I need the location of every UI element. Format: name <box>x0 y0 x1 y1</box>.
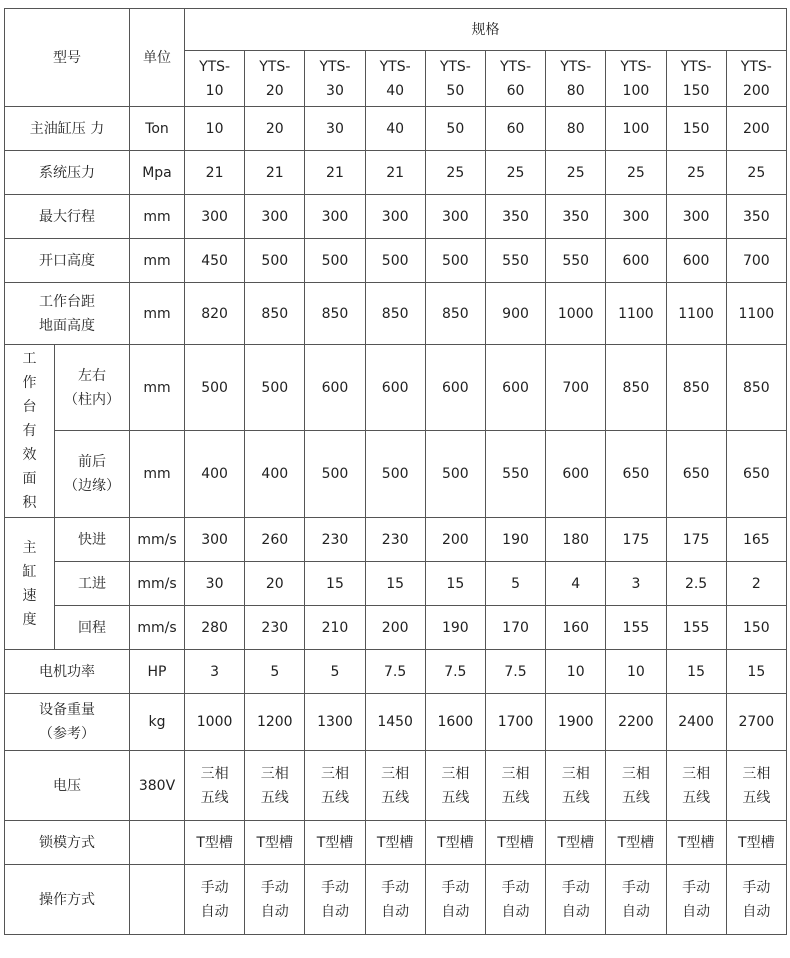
value-cell <box>606 865 666 935</box>
model-cell-line: 10 <box>205 82 224 99</box>
row-table_height <box>5 283 787 345</box>
unit-cell: 380V <box>130 751 185 821</box>
group-label-speed-line: 缸 <box>22 563 37 580</box>
row-label: 最大行程 <box>5 195 130 239</box>
value-cell-line: 自动 <box>260 903 289 920</box>
row-label: 回程 <box>55 606 130 650</box>
value-cell: 200 <box>425 518 485 562</box>
value-cell: 20 <box>245 107 305 151</box>
value-cell: 300 <box>365 195 425 239</box>
value-cell: 7.5 <box>425 650 485 694</box>
model-cell <box>726 51 786 107</box>
value-cell <box>666 865 726 935</box>
unit-cell: mm <box>130 195 185 239</box>
value-cell: 160 <box>546 606 606 650</box>
value-cell: 100 <box>606 107 666 151</box>
group-label-table-area-line: 效 <box>22 447 37 463</box>
value-cell: 500 <box>365 239 425 283</box>
value-cell-line: 三相 <box>501 765 530 782</box>
group-label-table-area <box>5 345 55 518</box>
row-label: 锁模方式 <box>5 821 130 865</box>
model-cell-line: 60 <box>506 82 525 99</box>
row-label: 开口高度 <box>5 239 130 283</box>
value-cell: 10 <box>185 107 245 151</box>
value-cell: 21 <box>185 151 245 195</box>
value-cell: 30 <box>305 107 365 151</box>
value-cell: 300 <box>185 195 245 239</box>
unit-cell: mm/s <box>130 518 185 562</box>
value-cell: 600 <box>365 345 425 431</box>
row-label-line: 前后 <box>78 454 106 470</box>
model-header: 型号 <box>5 9 130 107</box>
value-cell: 850 <box>666 345 726 431</box>
row-label-line: 地面高度 <box>39 317 95 334</box>
value-cell-line: 五线 <box>682 789 711 806</box>
model-cell <box>485 51 545 107</box>
value-cell: 230 <box>305 518 365 562</box>
value-cell: T型槽 <box>726 821 786 865</box>
row-label-line: （参考） <box>39 726 95 742</box>
value-cell: T型槽 <box>606 821 666 865</box>
model-cell-line: 40 <box>386 82 405 99</box>
row-label: 系统压力 <box>5 151 130 195</box>
row-label-line: 工作台距 <box>39 293 95 310</box>
value-cell-line: 三相 <box>742 765 771 782</box>
value-cell: 150 <box>726 606 786 650</box>
model-cell <box>305 51 365 107</box>
value-cell: 175 <box>666 518 726 562</box>
unit-cell: HP <box>130 650 185 694</box>
model-cell-line: 150 <box>682 82 710 99</box>
value-cell: 21 <box>245 151 305 195</box>
unit-cell: mm <box>130 431 185 518</box>
value-cell: 850 <box>606 345 666 431</box>
value-cell: 650 <box>666 431 726 518</box>
unit-cell: Ton <box>130 107 185 151</box>
value-cell <box>245 751 305 821</box>
row-label: 电压 <box>5 751 130 821</box>
value-cell: 1100 <box>726 283 786 345</box>
value-cell <box>425 751 485 821</box>
row-label <box>55 431 130 518</box>
unit-header: 单位 <box>130 9 185 107</box>
model-cell-line: 50 <box>446 82 465 99</box>
unit-cell: mm <box>130 283 185 345</box>
value-cell: 350 <box>485 195 545 239</box>
value-cell <box>546 865 606 935</box>
value-cell <box>365 751 425 821</box>
value-cell-line: 自动 <box>501 903 530 920</box>
value-cell: 1700 <box>485 694 545 751</box>
value-cell: 500 <box>245 345 305 431</box>
value-cell: 200 <box>365 606 425 650</box>
value-cell: T型槽 <box>485 821 545 865</box>
model-cell-line: YTS- <box>439 58 471 75</box>
value-cell-line: 手动 <box>621 879 650 896</box>
value-cell: 190 <box>485 518 545 562</box>
model-cell-line: 80 <box>566 82 585 99</box>
value-cell: 4 <box>546 562 606 606</box>
row-lock <box>5 821 787 865</box>
value-cell: T型槽 <box>546 821 606 865</box>
value-cell: T型槽 <box>425 821 485 865</box>
value-cell-line: 三相 <box>682 765 711 782</box>
value-cell: 2.5 <box>666 562 726 606</box>
value-cell-line: 自动 <box>682 903 711 920</box>
value-cell: 190 <box>425 606 485 650</box>
value-cell: 600 <box>305 345 365 431</box>
row-pressure <box>5 107 787 151</box>
value-cell: 21 <box>305 151 365 195</box>
value-cell: 500 <box>305 239 365 283</box>
group-label-table-area-line: 工 <box>22 351 37 367</box>
value-cell-line: 手动 <box>381 879 410 896</box>
value-cell: 850 <box>425 283 485 345</box>
value-cell: 2700 <box>726 694 786 751</box>
value-cell: 500 <box>425 239 485 283</box>
value-cell <box>245 865 305 935</box>
value-cell-line: 自动 <box>381 903 410 920</box>
value-cell: 600 <box>425 345 485 431</box>
value-cell: 400 <box>185 431 245 518</box>
row-speed-work <box>5 562 787 606</box>
value-cell: 300 <box>425 195 485 239</box>
model-cell <box>185 51 245 107</box>
group-label-speed-line: 度 <box>22 611 37 628</box>
value-cell-line: 三相 <box>441 765 470 782</box>
value-cell: 700 <box>546 345 606 431</box>
row-label <box>5 694 130 751</box>
value-cell: 1600 <box>425 694 485 751</box>
model-cell-line: YTS- <box>259 58 291 75</box>
row-operate <box>5 865 787 935</box>
value-cell: 7.5 <box>365 650 425 694</box>
model-cell-line: 30 <box>326 82 344 99</box>
value-cell: 25 <box>606 151 666 195</box>
value-cell: 600 <box>666 239 726 283</box>
spec-table <box>4 8 787 935</box>
value-cell: T型槽 <box>666 821 726 865</box>
value-cell-line: 自动 <box>441 903 470 920</box>
value-cell: 400 <box>245 431 305 518</box>
model-cell <box>666 51 726 107</box>
value-cell: 25 <box>666 151 726 195</box>
spec-table-body <box>5 9 787 935</box>
value-cell: 1100 <box>666 283 726 345</box>
model-cell <box>606 51 666 107</box>
row-label: 电机功率 <box>5 650 130 694</box>
value-cell: 300 <box>245 195 305 239</box>
row-system <box>5 151 787 195</box>
value-cell: 1000 <box>546 283 606 345</box>
group-label-speed <box>5 518 55 650</box>
value-cell-line: 手动 <box>742 879 771 896</box>
value-cell-line: 五线 <box>320 789 349 806</box>
value-cell-line: 五线 <box>501 789 530 806</box>
value-cell: T型槽 <box>185 821 245 865</box>
value-cell: 450 <box>185 239 245 283</box>
value-cell: 25 <box>726 151 786 195</box>
row-label: 主油缸压 力 <box>5 107 130 151</box>
row-label-line: 设备重量 <box>39 702 95 718</box>
row-label: 操作方式 <box>5 865 130 935</box>
value-cell: 200 <box>726 107 786 151</box>
value-cell: 900 <box>485 283 545 345</box>
value-cell: 175 <box>606 518 666 562</box>
value-cell-line: 自动 <box>561 903 590 920</box>
value-cell: 21 <box>365 151 425 195</box>
value-cell <box>185 751 245 821</box>
value-cell-line: 五线 <box>621 789 650 806</box>
group-label-table-area-line: 面 <box>22 471 37 487</box>
model-cell <box>546 51 606 107</box>
value-cell: 50 <box>425 107 485 151</box>
value-cell-line: 三相 <box>621 765 650 782</box>
value-cell: 500 <box>305 431 365 518</box>
group-label-speed-line: 速 <box>22 587 37 604</box>
row-label-line: （边缘） <box>64 478 120 494</box>
value-cell: 15 <box>305 562 365 606</box>
model-cell-line: YTS- <box>740 58 772 75</box>
value-cell: 180 <box>546 518 606 562</box>
value-cell: T型槽 <box>365 821 425 865</box>
value-cell <box>305 751 365 821</box>
value-cell: 300 <box>666 195 726 239</box>
row-table-area-fb <box>5 431 787 518</box>
value-cell-line: 自动 <box>200 903 229 920</box>
model-cell <box>245 51 305 107</box>
unit-cell: mm <box>130 345 185 431</box>
value-cell: 350 <box>726 195 786 239</box>
value-cell-line: 手动 <box>561 879 590 896</box>
value-cell: 25 <box>485 151 545 195</box>
value-cell-line: 五线 <box>260 789 289 806</box>
value-cell: 550 <box>485 431 545 518</box>
model-cell-line: YTS- <box>379 58 411 75</box>
value-cell-line: 五线 <box>742 789 771 806</box>
value-cell-line: 三相 <box>260 765 289 782</box>
value-cell: 165 <box>726 518 786 562</box>
value-cell: 150 <box>666 107 726 151</box>
value-cell: 15 <box>365 562 425 606</box>
unit-cell: mm/s <box>130 562 185 606</box>
value-cell: 820 <box>185 283 245 345</box>
value-cell: 80 <box>546 107 606 151</box>
value-cell: 25 <box>425 151 485 195</box>
model-cell-line: 200 <box>742 82 770 99</box>
value-cell <box>305 865 365 935</box>
value-cell: 5 <box>245 650 305 694</box>
value-cell: 170 <box>485 606 545 650</box>
value-cell: 30 <box>185 562 245 606</box>
value-cell: T型槽 <box>305 821 365 865</box>
model-cell <box>365 51 425 107</box>
value-cell: 300 <box>305 195 365 239</box>
value-cell <box>606 751 666 821</box>
value-cell: 300 <box>185 518 245 562</box>
row-motor <box>5 650 787 694</box>
value-cell: 1200 <box>245 694 305 751</box>
model-cell-line: YTS- <box>680 58 712 75</box>
value-cell: 2400 <box>666 694 726 751</box>
value-cell: 2200 <box>606 694 666 751</box>
value-cell-line: 自动 <box>742 903 771 920</box>
value-cell: 700 <box>726 239 786 283</box>
value-cell: 3 <box>606 562 666 606</box>
unit-cell: kg <box>130 694 185 751</box>
row-label: 工进 <box>55 562 130 606</box>
value-cell: 1450 <box>365 694 425 751</box>
value-cell: 230 <box>245 606 305 650</box>
value-cell: 15 <box>425 562 485 606</box>
value-cell <box>425 865 485 935</box>
unit-cell: mm/s <box>130 606 185 650</box>
model-cell <box>425 51 485 107</box>
row-voltage <box>5 751 787 821</box>
model-cell-line: YTS- <box>620 58 652 75</box>
value-cell: 5 <box>305 650 365 694</box>
value-cell: 650 <box>726 431 786 518</box>
unit-cell <box>130 821 185 865</box>
row-label <box>55 345 130 431</box>
row-label-line: （柱内） <box>64 391 120 408</box>
value-cell <box>666 751 726 821</box>
value-cell: 500 <box>245 239 305 283</box>
row-speed-return <box>5 606 787 650</box>
value-cell: 500 <box>185 345 245 431</box>
model-cell-line: 100 <box>622 82 650 99</box>
value-cell: 350 <box>546 195 606 239</box>
value-cell: 40 <box>365 107 425 151</box>
value-cell-line: 手动 <box>320 879 349 896</box>
value-cell: 280 <box>185 606 245 650</box>
value-cell-line: 自动 <box>621 903 650 920</box>
spec-header: 规格 <box>185 9 787 51</box>
unit-cell: mm <box>130 239 185 283</box>
model-cell-line: YTS- <box>560 58 592 75</box>
value-cell: 155 <box>666 606 726 650</box>
value-cell: 850 <box>726 345 786 431</box>
value-cell-line: 三相 <box>200 765 229 782</box>
value-cell: 650 <box>606 431 666 518</box>
value-cell: 1100 <box>606 283 666 345</box>
value-cell: 210 <box>305 606 365 650</box>
value-cell-line: 手动 <box>501 879 530 896</box>
value-cell <box>726 751 786 821</box>
value-cell-line: 三相 <box>381 765 410 782</box>
model-cell-line: 20 <box>265 82 284 99</box>
value-cell: 1000 <box>185 694 245 751</box>
row-speed-fast <box>5 518 787 562</box>
value-cell: 500 <box>425 431 485 518</box>
value-cell: 10 <box>546 650 606 694</box>
model-cell-line: YTS- <box>199 58 231 75</box>
value-cell: 25 <box>546 151 606 195</box>
row-label <box>5 283 130 345</box>
row-table-area-lr <box>5 345 787 431</box>
value-cell: 600 <box>606 239 666 283</box>
value-cell: 600 <box>485 345 545 431</box>
value-cell-line: 三相 <box>561 765 590 782</box>
value-cell: 1900 <box>546 694 606 751</box>
value-cell: 20 <box>245 562 305 606</box>
row-stroke <box>5 195 787 239</box>
value-cell: 15 <box>666 650 726 694</box>
value-cell <box>726 865 786 935</box>
value-cell: 10 <box>606 650 666 694</box>
value-cell: 500 <box>365 431 425 518</box>
value-cell <box>546 751 606 821</box>
value-cell: 300 <box>606 195 666 239</box>
unit-cell <box>130 865 185 935</box>
value-cell-line: 手动 <box>441 879 470 896</box>
value-cell: 550 <box>546 239 606 283</box>
row-label-line: 左右 <box>78 367 106 384</box>
value-cell-line: 五线 <box>381 789 410 806</box>
group-label-table-area-line: 作 <box>22 375 37 391</box>
value-cell-line: 手动 <box>682 879 711 896</box>
value-cell-line: 五线 <box>200 789 229 806</box>
row-weight <box>5 694 787 751</box>
group-label-speed-line: 主 <box>22 539 37 556</box>
value-cell: 550 <box>485 239 545 283</box>
group-label-table-area-line: 台 <box>22 399 37 415</box>
value-cell <box>485 865 545 935</box>
row-label: 快进 <box>55 518 130 562</box>
value-cell-line: 自动 <box>320 903 349 920</box>
value-cell-line: 三相 <box>320 765 349 782</box>
value-cell: 3 <box>185 650 245 694</box>
value-cell-line: 手动 <box>260 879 289 896</box>
value-cell: 15 <box>726 650 786 694</box>
value-cell-line: 五线 <box>561 789 590 806</box>
value-cell: 60 <box>485 107 545 151</box>
value-cell: 260 <box>245 518 305 562</box>
value-cell: 850 <box>365 283 425 345</box>
value-cell: 1300 <box>305 694 365 751</box>
value-cell <box>185 865 245 935</box>
value-cell-line: 手动 <box>200 879 229 896</box>
unit-cell: Mpa <box>130 151 185 195</box>
value-cell: T型槽 <box>245 821 305 865</box>
row-opening <box>5 239 787 283</box>
value-cell: 7.5 <box>485 650 545 694</box>
group-label-table-area-line: 有 <box>22 423 37 439</box>
header-row-1 <box>5 9 787 51</box>
value-cell: 850 <box>245 283 305 345</box>
value-cell: 600 <box>546 431 606 518</box>
value-cell <box>365 865 425 935</box>
value-cell: 850 <box>305 283 365 345</box>
value-cell: 155 <box>606 606 666 650</box>
value-cell: 230 <box>365 518 425 562</box>
value-cell <box>485 751 545 821</box>
value-cell: 2 <box>726 562 786 606</box>
value-cell: 5 <box>485 562 545 606</box>
group-label-table-area-line: 积 <box>22 495 37 511</box>
model-cell-line: YTS- <box>500 58 532 75</box>
model-cell-line: YTS- <box>319 58 351 75</box>
value-cell-line: 五线 <box>441 789 470 806</box>
